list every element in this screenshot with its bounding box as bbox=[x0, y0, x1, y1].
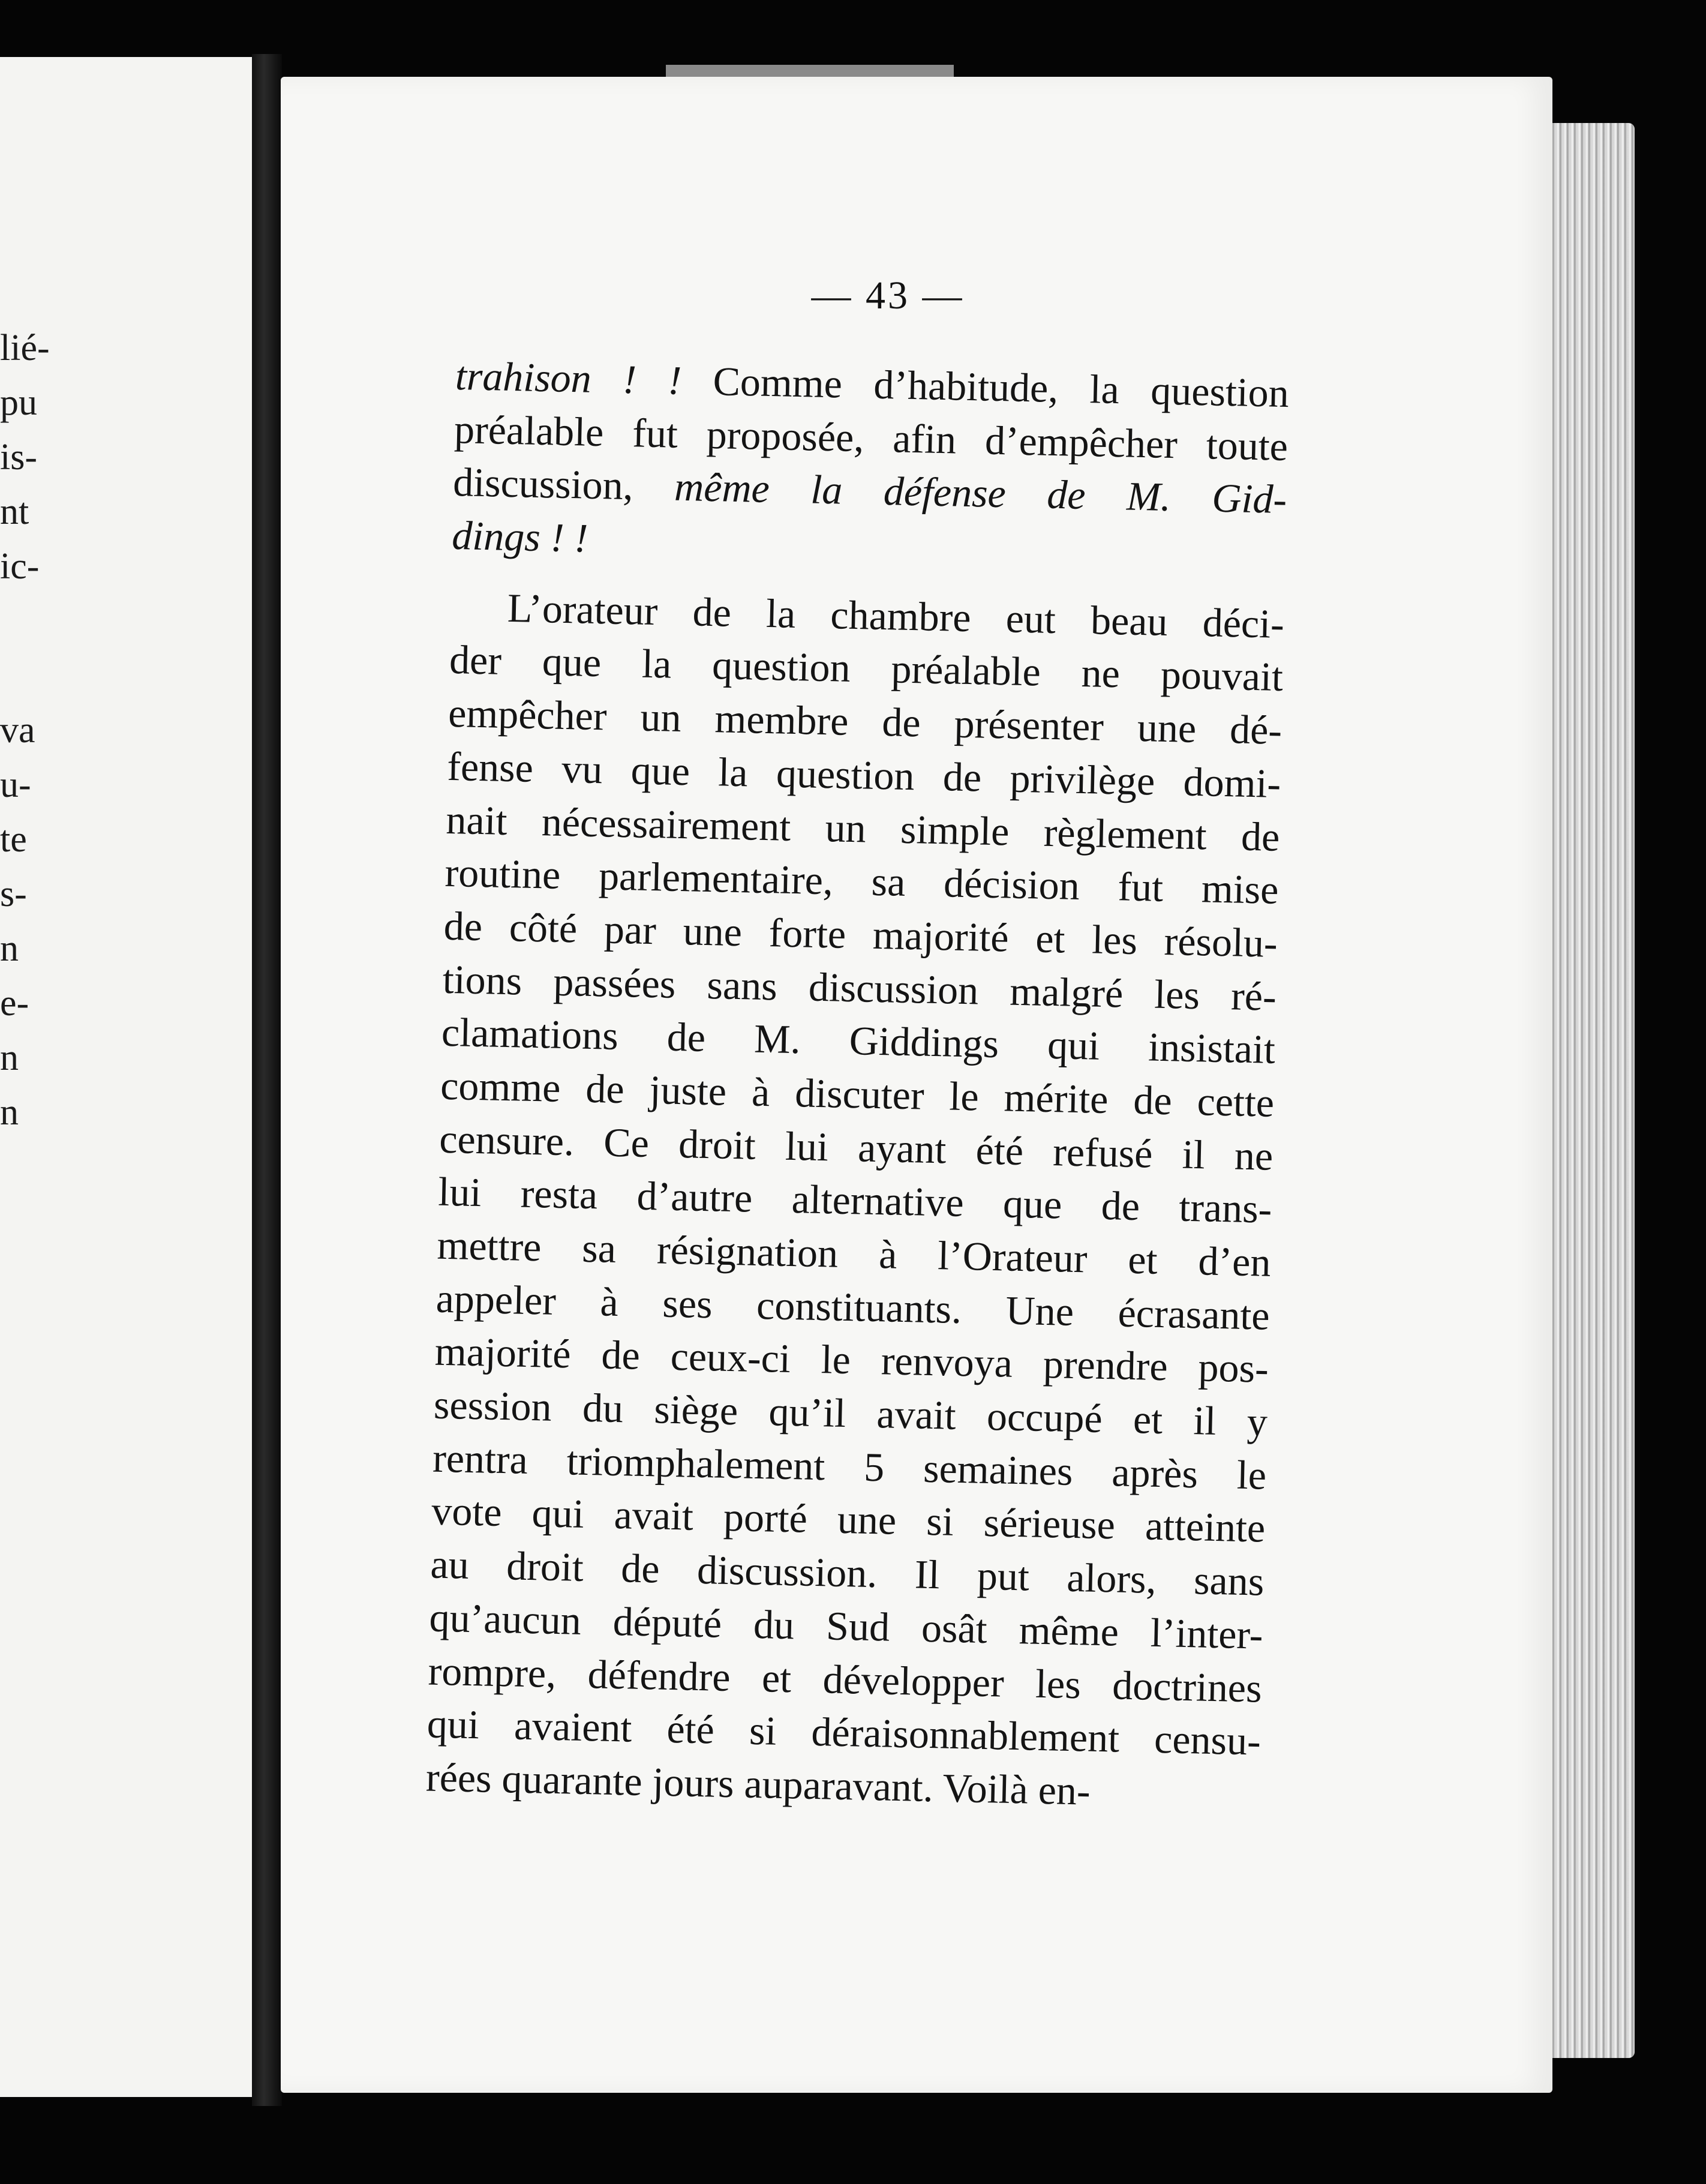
text-run: majorité de ceux-ci le renvoya prendre pos- bbox=[434, 1328, 1269, 1392]
text-run: der que la question préalable ne pouvait bbox=[449, 637, 1284, 700]
left-fragment-line: va bbox=[0, 710, 35, 751]
text-run: fense vu que la question de privilège domi- bbox=[446, 743, 1281, 806]
left-fragment-line: e- bbox=[0, 983, 29, 1024]
page-number: — 43 — bbox=[811, 274, 965, 317]
text-run: Comme d’habitude, la question bbox=[681, 357, 1290, 416]
left-fragment-line: ic- bbox=[0, 546, 40, 587]
text-run: comme de juste à discuter le mérite de cette bbox=[440, 1062, 1275, 1126]
text-run: L’orateur de la chambre eut beau déci- bbox=[507, 584, 1285, 647]
left-fragment-line bbox=[0, 594, 84, 649]
text-run: tions passées sans discussion malgré les ré- bbox=[442, 956, 1277, 1019]
text-run: session du siège qu’il avait occupé et il y bbox=[433, 1381, 1268, 1445]
left-fragment-line: n bbox=[0, 1092, 19, 1133]
italic-text: dings ! ! bbox=[451, 512, 588, 561]
left-fragment-line bbox=[0, 649, 84, 703]
left-fragment-line: pu bbox=[0, 382, 37, 423]
text-run: rentra triomphalement 5 semaines après le bbox=[432, 1435, 1267, 1498]
text-run: censure. Ce droit lui ayant été refusé il ne bbox=[438, 1115, 1274, 1179]
text-run: rées quarante jours auparavant. Voilà en- bbox=[425, 1754, 1091, 1814]
text-run: nait nécessairement un simple règlement de bbox=[445, 796, 1281, 860]
text-run: au droit de discussion. Il put alors, sans bbox=[429, 1541, 1265, 1604]
paragraph bbox=[425, 580, 1284, 1821]
text-run: lui resta d’autre alternative que de trans- bbox=[437, 1169, 1273, 1232]
page-body-text bbox=[425, 349, 1289, 1821]
left-fragment-line: te bbox=[0, 819, 27, 860]
text-run: préalable fut proposée, afin d’empêcher toute bbox=[453, 406, 1288, 469]
italic-text: trahison ! ! bbox=[455, 352, 682, 403]
book-gutter bbox=[252, 54, 282, 2106]
left-fragment-line: nt bbox=[0, 491, 29, 532]
paragraph bbox=[452, 349, 1290, 580]
italic-text: même la défense de M. Gid- bbox=[674, 464, 1287, 523]
text-run: appeler à ses constituants. Une écrasante bbox=[435, 1275, 1271, 1339]
text-run: clamations de M. Giddings qui insistait bbox=[441, 1009, 1276, 1073]
left-fragment-line: lié- bbox=[0, 328, 50, 368]
text-run: empêcher un membre de présenter une dé- bbox=[447, 690, 1282, 754]
left-fragment-line: n bbox=[0, 1037, 19, 1078]
text-run: routine parlementaire, sa décision fut mise bbox=[444, 850, 1280, 913]
left-fragment-line: s- bbox=[0, 874, 27, 914]
text-run: de côté par une forte majorité et les résolu- bbox=[443, 902, 1278, 966]
text-run: mettre sa résignation à l’Orateur et d’en bbox=[436, 1222, 1272, 1285]
text-run: qui avaient été si déraisonnablement censu- bbox=[426, 1700, 1262, 1764]
left-fragment-line: n bbox=[0, 928, 19, 969]
text-run: discussion, bbox=[452, 459, 675, 510]
text-run: rompre, défendre et développer les doctrines bbox=[428, 1648, 1263, 1711]
text-run: qu’aucun député du Sud osât même l’inter- bbox=[428, 1594, 1264, 1658]
left-fragment-line: is- bbox=[0, 437, 37, 478]
left-fragment-line: u- bbox=[0, 764, 31, 805]
text-run: vote qui avait porté une si sérieuse atteinte bbox=[431, 1488, 1266, 1552]
left-facing-page bbox=[0, 57, 259, 2097]
left-page-text-fragments bbox=[0, 321, 84, 1140]
